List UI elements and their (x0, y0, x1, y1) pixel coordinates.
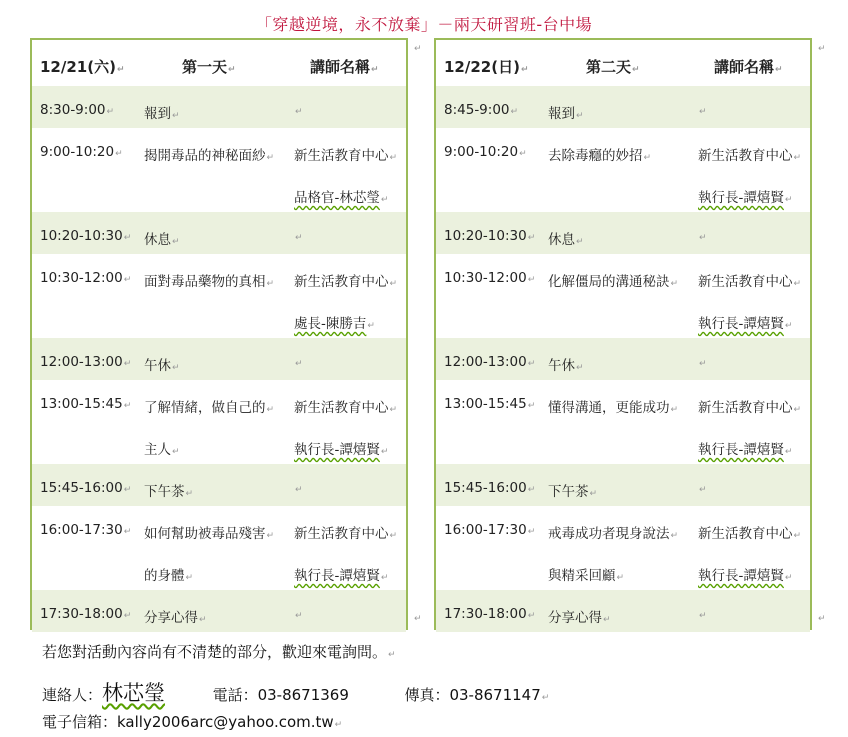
speaker-cell: 新生活教育中心↵ (294, 400, 398, 416)
topic-cell: 懂得溝通，更能成功↵ (548, 400, 679, 416)
speaker-cell: 新生活教育中心↵ (698, 274, 802, 290)
paragraph-mark-icon: ↵ (576, 111, 584, 121)
paragraph-mark-icon: ↵ (295, 233, 303, 243)
table-header-row (32, 40, 406, 86)
paragraph-mark-icon: ↵ (389, 531, 398, 541)
speaker-cell: 執行長-譚熺賢↵ (698, 568, 793, 584)
paragraph-mark-icon: ↵ (266, 531, 275, 541)
paragraph-mark-icon: ↵ (670, 531, 679, 541)
email-address: 電子信箱：kally2006arc@yahoo.com.tw (42, 713, 334, 731)
topic-cell: 午休↵ (144, 358, 180, 374)
paragraph-mark-icon: ↵ (266, 405, 275, 415)
paragraph-mark-icon: ↵ (123, 401, 132, 411)
paragraph-mark-icon: ↵ (699, 359, 707, 369)
speaker-cell: 執行長-譚熺賢↵ (294, 568, 389, 584)
speaker-cell: 新生活教育中心↵ (294, 148, 398, 164)
speaker-header: 講師名稱↵ (714, 58, 783, 76)
time-cell: 16:00-17:30↵ (444, 522, 536, 538)
table-row (436, 338, 810, 380)
table-row (32, 464, 406, 506)
topic-cell: 分享心得↵ (548, 610, 611, 626)
time-cell: 17:30-18:00↵ (444, 606, 536, 622)
contact-label: 連絡人： (42, 686, 103, 704)
table-row (32, 506, 406, 590)
paragraph-mark-icon: ↵ (199, 615, 207, 625)
paragraph-mark-icon: ↵ (172, 111, 180, 121)
paragraph-mark-icon: ↵ (510, 107, 519, 117)
table-row (436, 380, 810, 464)
day2-schedule-table (434, 38, 812, 630)
time-cell: 9:00-10:20↵ (40, 144, 123, 160)
paragraph-mark-icon: ↵ (699, 233, 707, 243)
table-header-row (436, 40, 810, 86)
speaker-cell (294, 606, 303, 622)
time-cell: 8:30-9:00↵ (40, 102, 115, 118)
speaker-cell: 新生活教育中心↵ (294, 274, 398, 290)
topic-cell: 休息↵ (144, 232, 180, 248)
table-row (436, 128, 810, 212)
paragraph-mark-icon: ↵ (576, 363, 584, 373)
paragraph-mark-icon: ↵ (106, 107, 115, 117)
paragraph-mark-icon: ↵ (172, 447, 180, 457)
paragraph-mark-icon: ↵ (527, 359, 536, 369)
paragraph-mark-icon: ↵ (527, 275, 536, 285)
fax-number: 傳真：03-8671147 (404, 686, 541, 704)
paragraph-mark-icon: ↵ (670, 405, 679, 415)
paragraph-mark-icon: ↵ (123, 611, 132, 621)
topic-cell: 了解情緒，做自己的↵ (144, 400, 275, 416)
paragraph-mark-icon: ↵ (172, 237, 180, 247)
topic-cell: 化解僵局的溝通秘訣↵ (548, 274, 679, 290)
paragraph-mark-icon: ↵ (603, 615, 611, 625)
email-line (42, 711, 342, 732)
topic-cell: 戒毒成功者現身說法↵ (548, 526, 679, 542)
speaker-cell (294, 228, 303, 244)
topic-cell: 的身體↵ (144, 568, 194, 584)
paragraph-mark-icon: ↵ (818, 614, 826, 624)
topic-cell: 如何幫助被毒品殘害↵ (144, 526, 275, 542)
speaker-cell: 新生活教育中心↵ (698, 400, 802, 416)
paragraph-mark-icon: ↵ (389, 153, 398, 163)
date-header: 12/21(六)↵ (40, 58, 125, 76)
time-cell: 13:00-15:45↵ (40, 396, 132, 412)
table-row (436, 464, 810, 506)
paragraph-mark-icon: ↵ (123, 527, 132, 537)
paragraph-mark-icon: ↵ (541, 693, 550, 703)
topic-cell: 與精采回顧↵ (548, 568, 625, 584)
time-cell: 12:00-13:00↵ (444, 354, 536, 370)
speaker-cell: 新生活教育中心↵ (294, 526, 398, 542)
table-row (32, 128, 406, 212)
speaker-cell: 品格官-林芯瑩↵ (294, 190, 389, 206)
paragraph-mark-icon: ↵ (520, 65, 529, 75)
speaker-cell (294, 480, 303, 496)
paragraph-mark-icon: ↵ (793, 279, 802, 289)
paragraph-mark-icon: ↵ (115, 149, 123, 159)
paragraph-mark-icon: ↵ (793, 531, 802, 541)
table-row (436, 590, 810, 632)
paragraph-mark-icon: ↵ (380, 447, 389, 457)
speaker-cell: 執行長-譚熺賢↵ (698, 316, 793, 332)
topic-cell: 下午茶↵ (144, 484, 194, 500)
topic-cell: 面對毒品藥物的真相↵ (144, 274, 275, 290)
table-row (32, 380, 406, 464)
time-cell: 10:30-12:00↵ (444, 270, 536, 286)
paragraph-mark-icon: ↵ (576, 237, 584, 247)
table-row (436, 506, 810, 590)
speaker-cell (698, 480, 707, 496)
speaker-cell: 執行長-譚熺賢↵ (698, 442, 793, 458)
paragraph-mark-icon: ↵ (519, 149, 527, 159)
paragraph-mark-icon: ↵ (295, 485, 303, 495)
paragraph-mark-icon: ↵ (784, 321, 793, 331)
day1-schedule-table (30, 38, 408, 630)
paragraph-mark-icon: ↵ (389, 279, 398, 289)
paragraph-mark-icon: ↵ (818, 44, 826, 54)
speaker-cell (698, 228, 707, 244)
table-row (32, 590, 406, 632)
paragraph-mark-icon: ↵ (185, 573, 194, 583)
paragraph-mark-icon: ↵ (784, 447, 793, 457)
paragraph-mark-icon: ↵ (228, 65, 236, 75)
paragraph-mark-icon: ↵ (784, 573, 793, 583)
paragraph-mark-icon: ↵ (389, 405, 398, 415)
topic-cell: 報到↵ (548, 106, 584, 122)
time-cell: 16:00-17:30↵ (40, 522, 132, 538)
time-cell: 9:00-10:20↵ (444, 144, 527, 160)
topic-cell: 主人↵ (144, 442, 180, 458)
paragraph-mark-icon: ↵ (775, 65, 783, 75)
time-cell: 10:30-12:00↵ (40, 270, 132, 286)
paragraph-mark-icon: ↵ (699, 485, 707, 495)
table-row (32, 338, 406, 380)
table-row (436, 254, 810, 338)
paragraph-mark-icon: ↵ (793, 153, 802, 163)
session-header: 第一天↵ (182, 58, 236, 76)
paragraph-mark-icon: ↵ (414, 614, 422, 624)
topic-cell: 午休↵ (548, 358, 584, 374)
time-cell: 15:45-16:00↵ (40, 480, 132, 496)
topic-cell: 報到↵ (144, 106, 180, 122)
speaker-cell (698, 102, 707, 118)
paragraph-mark-icon: ↵ (388, 650, 396, 660)
contact-name: 林芯瑩 (102, 681, 166, 705)
paragraph-mark-icon: ↵ (699, 107, 707, 117)
paragraph-mark-icon: ↵ (527, 485, 536, 495)
paragraph-mark-icon: ↵ (123, 359, 132, 369)
time-cell: 10:20-10:30↵ (40, 228, 132, 244)
speaker-cell (294, 354, 303, 370)
paragraph-mark-icon: ↵ (295, 611, 303, 621)
time-cell: 17:30-18:00↵ (40, 606, 132, 622)
paragraph-mark-icon: ↵ (699, 611, 707, 621)
speaker-cell: 新生活教育中心↵ (698, 526, 802, 542)
paragraph-mark-icon: ↵ (123, 275, 132, 285)
speaker-cell: 執行長-譚熺賢↵ (294, 442, 389, 458)
paragraph-mark-icon: ↵ (185, 489, 194, 499)
contact-line (42, 677, 549, 707)
time-cell: 15:45-16:00↵ (444, 480, 536, 496)
table-row (32, 86, 406, 128)
paragraph-mark-icon: ↵ (334, 720, 343, 730)
paragraph-mark-icon: ↵ (616, 573, 625, 583)
table-row (436, 86, 810, 128)
paragraph-mark-icon: ↵ (589, 489, 598, 499)
paragraph-mark-icon: ↵ (116, 65, 125, 75)
paragraph-mark-icon: ↵ (380, 195, 389, 205)
topic-cell: 揭開毒品的神秘面紗↵ (144, 148, 275, 164)
paragraph-mark-icon: ↵ (670, 279, 679, 289)
time-cell: 8:45-9:00↵ (444, 102, 519, 118)
time-cell: 13:00-15:45↵ (444, 396, 536, 412)
date-header: 12/22(日)↵ (444, 58, 529, 76)
paragraph-mark-icon: ↵ (123, 485, 132, 495)
speaker-cell (698, 606, 707, 622)
paragraph-mark-icon: ↵ (367, 321, 375, 331)
speaker-cell: 執行長-譚熺賢↵ (698, 190, 793, 206)
paragraph-mark-icon: ↵ (295, 359, 303, 369)
paragraph-mark-icon: ↵ (266, 153, 275, 163)
topic-cell: 休息↵ (548, 232, 584, 248)
table-row (436, 212, 810, 254)
paragraph-mark-icon: ↵ (527, 233, 536, 243)
paragraph-mark-icon: ↵ (632, 65, 640, 75)
table-row (32, 212, 406, 254)
speaker-header: 講師名稱↵ (310, 58, 379, 76)
session-header: 第二天↵ (586, 58, 640, 76)
paragraph-mark-icon: ↵ (123, 233, 132, 243)
speaker-cell: 處長-陳勝吉↵ (294, 316, 375, 332)
topic-cell: 去除毒癮的妙招↵ (548, 148, 652, 164)
paragraph-mark-icon: ↵ (793, 405, 802, 415)
paragraph-mark-icon: ↵ (527, 611, 536, 621)
topic-cell: 分享心得↵ (144, 610, 207, 626)
paragraph-mark-icon: ↵ (380, 573, 389, 583)
paragraph-mark-icon: ↵ (643, 153, 652, 163)
topic-cell: 下午茶↵ (548, 484, 598, 500)
paragraph-mark-icon: ↵ (266, 279, 275, 289)
speaker-cell (294, 102, 303, 118)
table-row (32, 254, 406, 338)
time-cell: 12:00-13:00↵ (40, 354, 132, 370)
speaker-cell: 新生活教育中心↵ (698, 148, 802, 164)
inquiry-note: 若您對活動內容尚有不清楚的部分，歡迎來電詢問。↵ (42, 643, 396, 661)
paragraph-mark-icon: ↵ (527, 527, 536, 537)
paragraph-mark-icon: ↵ (784, 195, 793, 205)
paragraph-mark-icon: ↵ (295, 107, 303, 117)
paragraph-mark-icon: ↵ (371, 65, 379, 75)
paragraph-mark-icon: ↵ (414, 44, 422, 54)
speaker-cell (698, 354, 707, 370)
paragraph-mark-icon: ↵ (527, 401, 536, 411)
time-cell: 10:20-10:30↵ (444, 228, 536, 244)
paragraph-mark-icon: ↵ (172, 363, 180, 373)
page-title: 「穿越逆境，永不放棄」－兩天研習班-台中場 (255, 15, 593, 34)
phone-number: 電話：03-8671369 (212, 686, 349, 704)
